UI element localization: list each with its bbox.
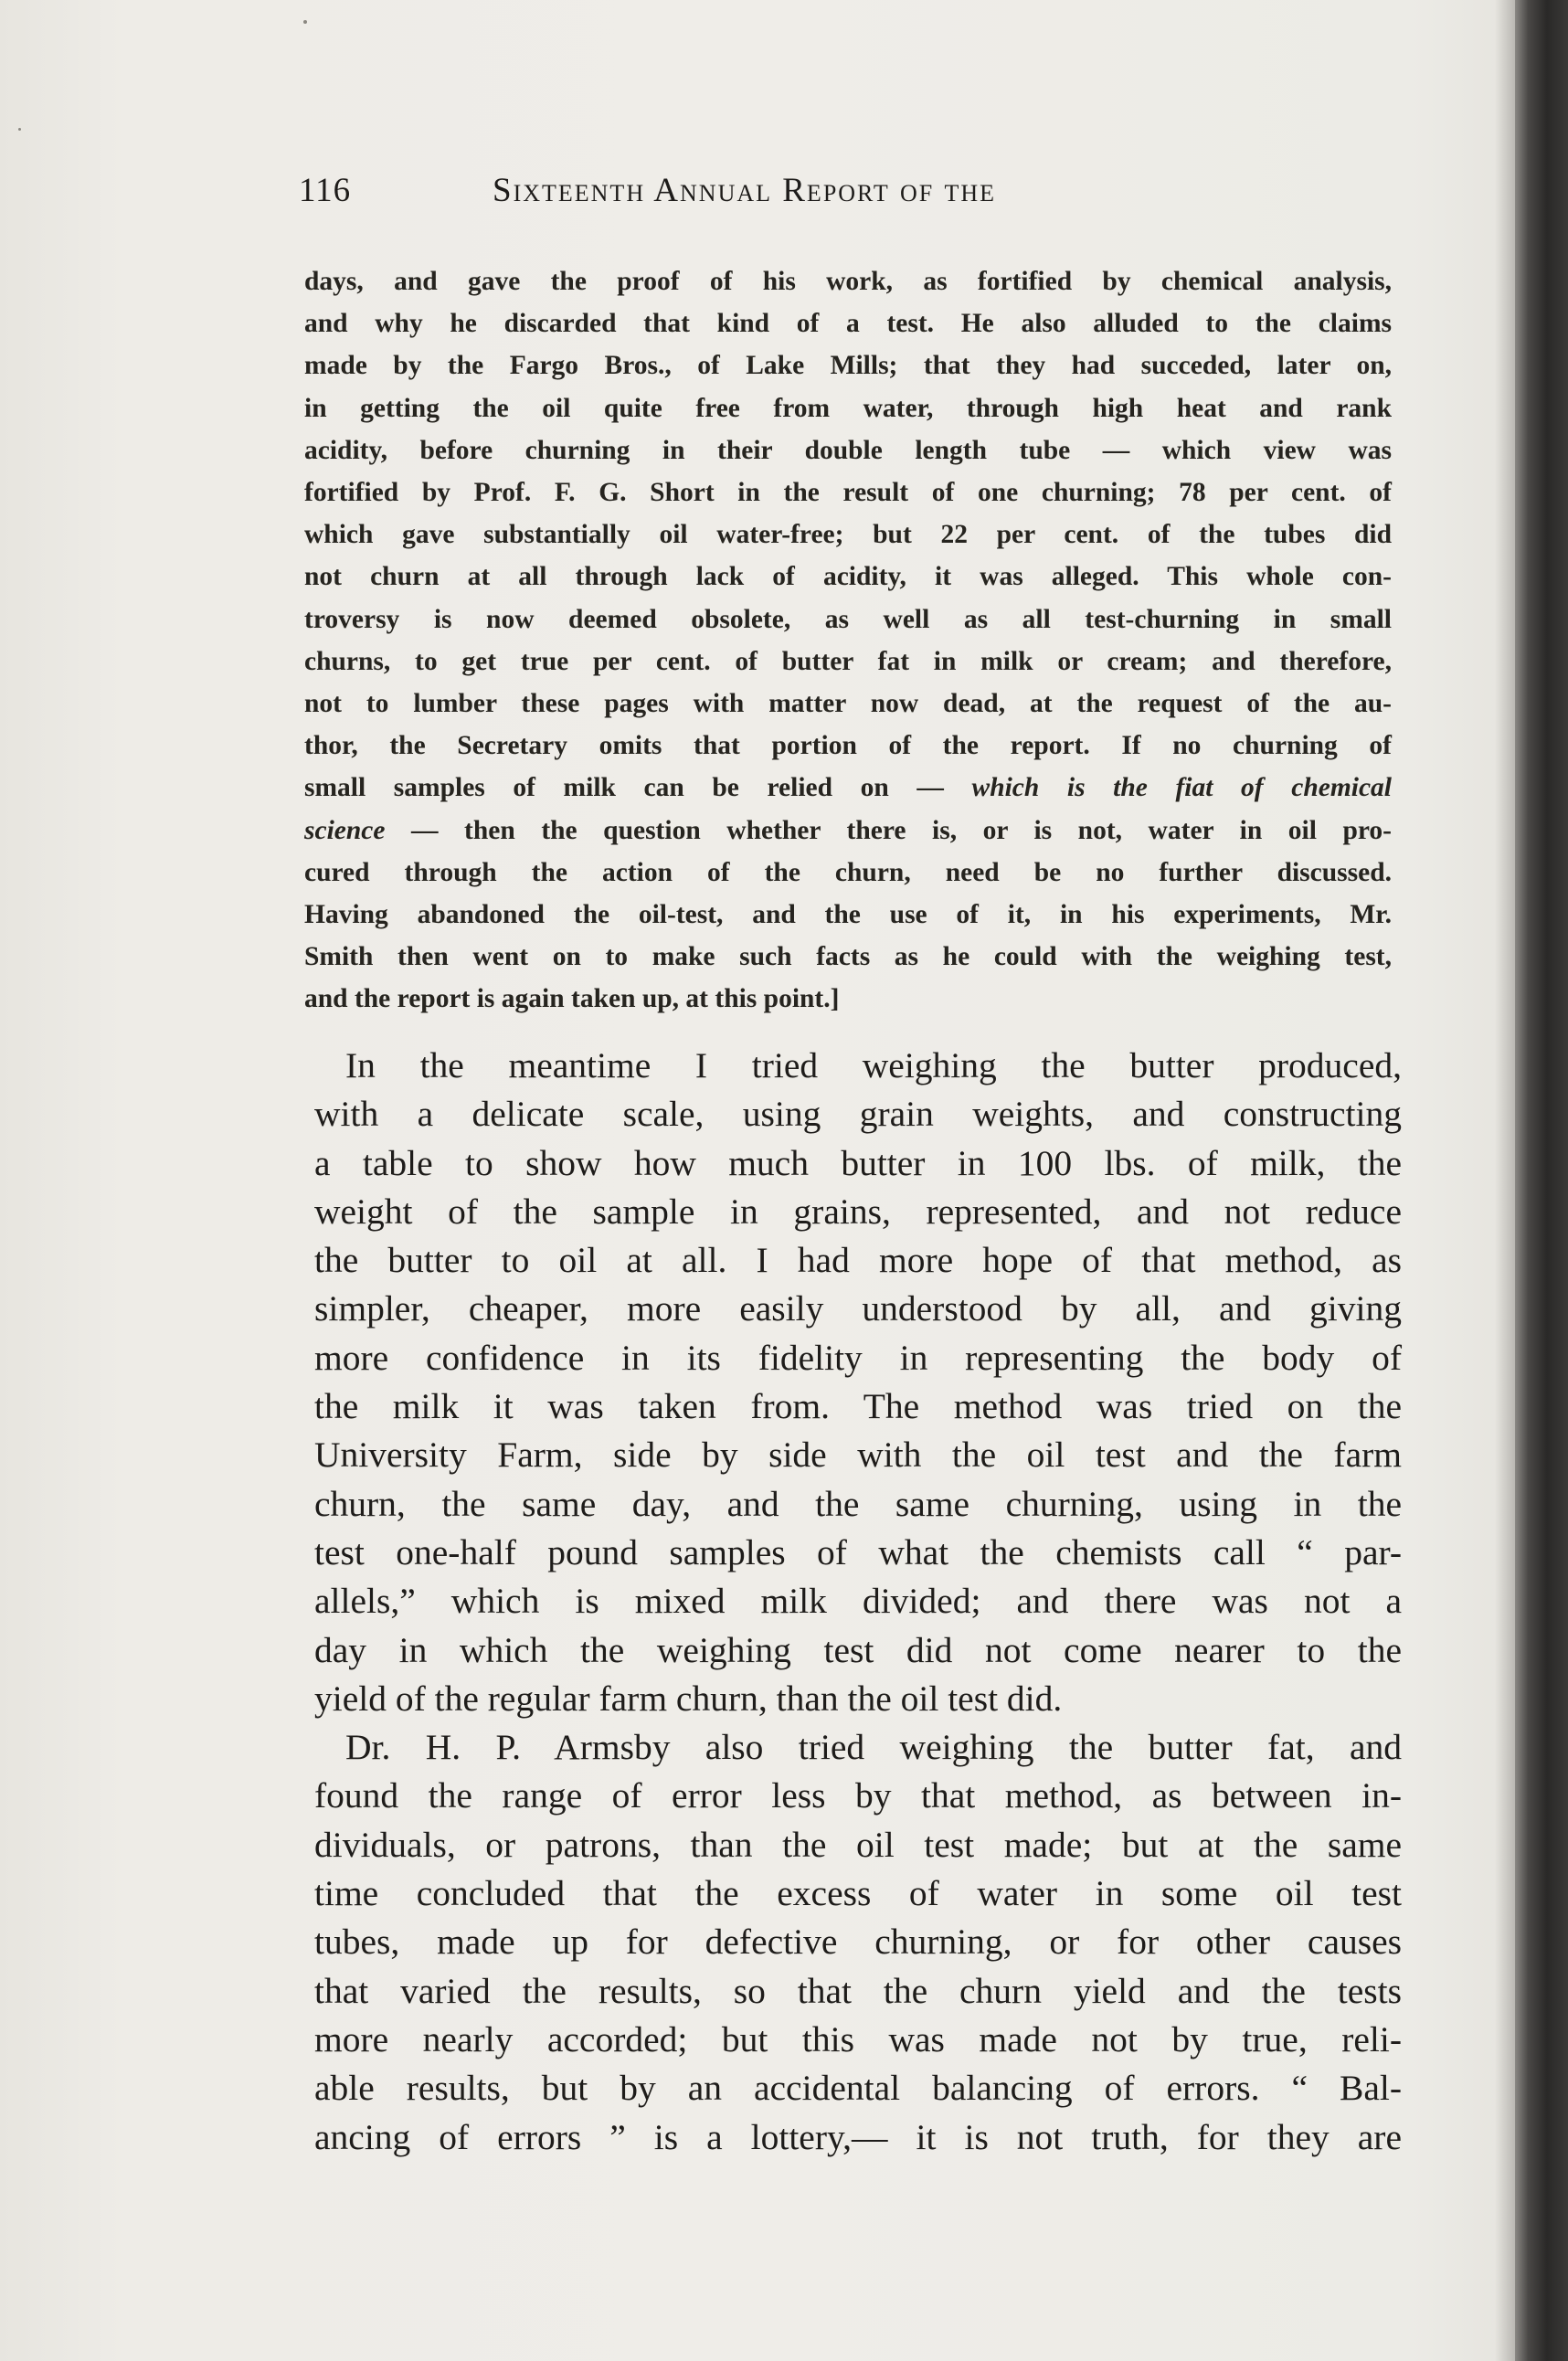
page-header [299,171,1286,218]
text-line: tubes, made up for defective churning, or for other causes [314,1922,1402,1963]
note-line: and why he discarded that kind of a test. He also alluded to the claims [304,309,1392,339]
paragraph [314,1723,1402,2162]
book-binding [1515,0,1568,2361]
text-line: allels,” which is mixed milk divided; and there was not a [314,1581,1402,1622]
text-line: test one-half pound samples of what the chemists call “ par- [314,1531,1402,1572]
text-line: that varied the results, so that the churn yield and the tests [314,1970,1402,2011]
editorial-note [304,260,1392,1021]
text-line: ancing of errors ” is a lottery,— it is not truth, for they are [314,2116,1402,2157]
note-line: which gave substantially oil water-free; but 22 per cent. of the tubes did [304,520,1392,550]
running-head: Sixteenth Annual Report of the [493,172,996,209]
italic-word: science [304,815,386,845]
text-line: time concluded that the excess of water in some oil test [314,1873,1402,1914]
binding-shadow [1495,0,1515,2361]
text-line: Dr. H. P. Armsby also tried weighing the butter fat, and [345,1727,1402,1768]
note-line: made by the Fargo Bros., of Lake Mills; that they had succeded, later on, [304,351,1392,381]
text-line: In the meantime I tried weighing the butter produced, [345,1045,1402,1085]
text-line: a table to show how much butter in 100 lbs. of milk, the [314,1142,1402,1183]
note-text: small samples of milk can be relied on — [304,773,972,803]
main-text [314,1042,1402,2162]
text-line: the butter to oil at all. I had more hope of that method, as [314,1240,1402,1281]
note-line: and the report is again taken up, at this point.] [304,984,840,1014]
note-line: Having abandoned the oil-test, and the use of it, in his experiments, Mr. [304,900,1392,930]
text-line: dividuals, or patrons, than the oil test made; but at the same [314,1824,1402,1865]
text-line: more nearly accorded; but this was made not by true, reli- [314,2018,1402,2059]
text-line: with a delicate scale, using grain weights, and constructing [314,1094,1402,1135]
text-line: churn, the same day, and the same churning, using in the [314,1483,1402,1524]
text-line: the milk it was taken from. The method was tried on the [314,1386,1402,1427]
note-line: fortified by Prof. F. G. Short in the result of one churning; 78 per cent. of [304,478,1392,508]
note-text: — then the question whether there is, or is not, water in oil pro- [385,815,1392,845]
note-line: in getting the oil quite free from water, through high heat and rank [304,393,1392,423]
paper-speck [18,128,21,131]
note-line-with-italic [304,810,1392,852]
note-line: churns, to get true per cent. of butter fat in milk or cream; and therefore, [304,646,1392,676]
note-line: thor, the Secretary omits that portion of the report. If no churning of [304,731,1392,761]
text-line: simpler, cheaper, more easily understood by all, and giving [314,1288,1402,1329]
paragraph [314,1042,1402,1723]
note-line: acidity, before churning in their double length tube — which view was [304,435,1392,465]
note-line: not to lumber these pages with matter now dead, at the request of the au- [304,689,1392,719]
text-line: able results, but by an accidental balancing of errors. “ Bal- [314,2068,1402,2109]
text-line: more confidence in its fidelity in representing the body of [314,1337,1402,1378]
text-line: yield of the regular farm churn, than the oil test did. [314,1678,1063,1719]
note-line: not churn at all through lack of acidity, it was alleged. This whole con- [304,562,1392,592]
note-line: cured through the action of the churn, need be no further discussed. [304,857,1392,887]
italic-phrase: which is the fiat of chemical [971,773,1393,803]
text-line: found the range of error less by that method, as between in- [314,1775,1402,1816]
paper-speck [303,20,307,24]
note-line-with-italic [304,767,1392,809]
note-line: days, and gave the proof of his work, as fortified by chemical analysis, [304,267,1392,296]
text-line: weight of the sample in grains, represented, and not reduce [314,1191,1402,1232]
text-line: University Farm, side by side with the oil test and the farm [314,1435,1402,1476]
page-number: 116 [299,172,352,209]
note-line: Smith then went on to make such facts as he could with the weighing test, [304,942,1392,972]
note-line: troversy is now deemed obsolete, as well as all test-churning in small [304,604,1392,634]
text-line: day in which the weighing test did not come nearer to the [314,1629,1402,1670]
